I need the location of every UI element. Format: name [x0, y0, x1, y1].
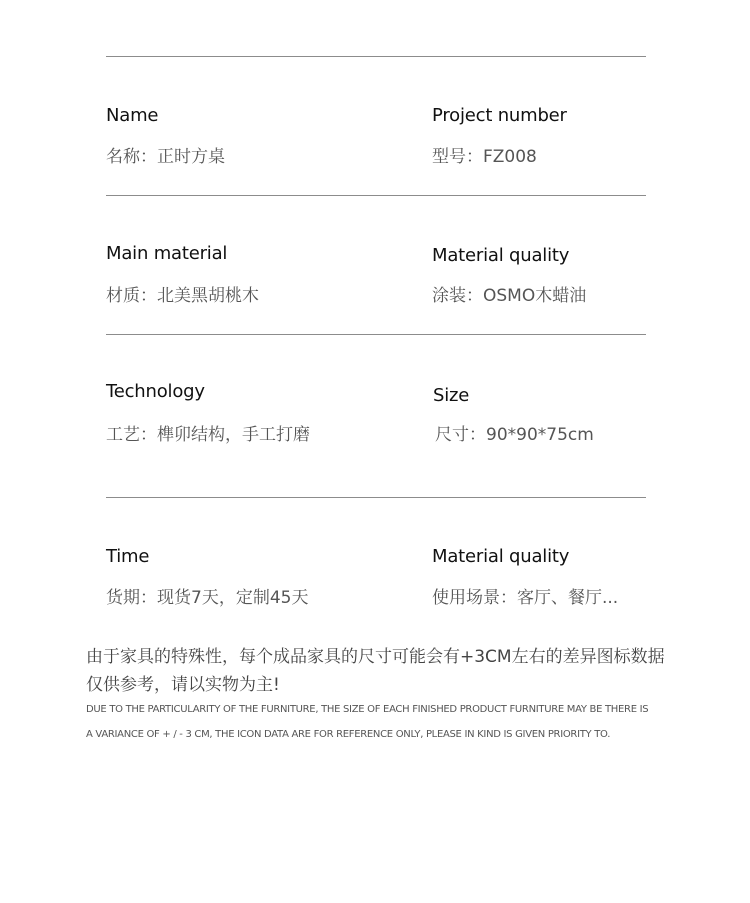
spec-value-project-number: 型号：FZ008 [432, 147, 537, 167]
spec-value-material-quality: 涂装：OSMO木蜡油 [432, 286, 587, 306]
disclaimer-cn-line-2: 仅供参考，请以实物为主! [86, 675, 280, 695]
spec-value-time: 货期：现货7天，定制45天 [106, 588, 309, 608]
spec-label-usage: Material quality [432, 546, 570, 567]
spec-label-name: Name [106, 105, 159, 126]
divider-1 [106, 195, 646, 196]
spec-value-main-material: 材质：北美黑胡桃木 [106, 286, 259, 306]
spec-value-name: 名称：正时方桌 [106, 147, 225, 167]
disclaimer-en-line-1: DUE TO THE PARTICULARITY OF THE FURNITURE, THE SIZE OF EACH FINISHED PRODUCT FURNITURE MAY BE THERE IS [86, 704, 649, 715]
spec-value-size: 尺寸：90*90*75cm [435, 425, 594, 445]
spec-label-main-material: Main material [106, 243, 228, 264]
disclaimer-cn [86, 643, 686, 699]
spec-label-technology: Technology [106, 381, 205, 402]
divider-3 [106, 497, 646, 498]
divider-2 [106, 334, 646, 335]
disclaimer-en [86, 697, 686, 747]
spec-label-material-quality: Material quality [432, 245, 570, 266]
spec-value-technology: 工艺：榫卯结构，手工打磨 [106, 425, 310, 445]
disclaimer-en-line-2: A VARIANCE OF + / - 3 CM, THE ICON DATA ARE FOR REFERENCE ONLY, PLEASE IN KIND IS GIVEN PRIORITY TO. [86, 729, 611, 740]
spec-label-time: Time [106, 546, 150, 567]
divider-top [106, 56, 646, 57]
spec-label-size: Size [433, 385, 470, 406]
disclaimer-cn-line-1: 由于家具的特殊性，每个成品家具的尺寸可能会有+3CM左右的差异图标数据 [86, 647, 665, 667]
spec-value-usage: 使用场景：客厅、餐厅... [432, 588, 619, 608]
spec-label-project-number: Project number [432, 105, 567, 126]
